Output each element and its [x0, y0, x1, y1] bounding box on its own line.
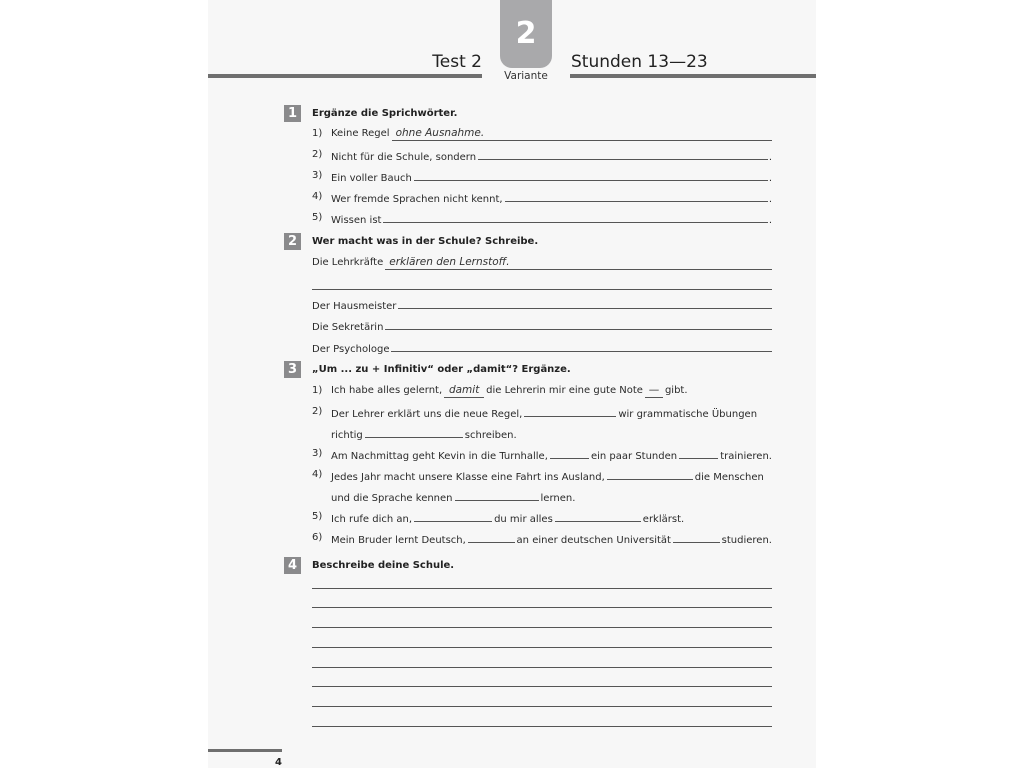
task-3-item-2-cont: [312, 425, 772, 441]
answer-field[interactable]: erklären den Lernstoff.: [385, 256, 772, 270]
item-text: studieren.: [721, 535, 772, 546]
item-text: Ich rufe dich an,: [331, 514, 413, 525]
answer-field[interactable]: [468, 530, 515, 543]
answer-field[interactable]: [391, 339, 772, 352]
worksheet-page: [208, 0, 816, 768]
writing-line[interactable]: [312, 726, 772, 727]
task-3-item-4-cont: [312, 488, 772, 504]
answer-field[interactable]: [505, 189, 768, 202]
test-label: Test 2: [432, 52, 482, 72]
item-text: Am Nachmittag geht Kevin in die Turnhalle,: [331, 451, 548, 462]
writing-line[interactable]: [312, 667, 772, 668]
task-3-title: „Um ... zu + Infinitiv“ oder „damit“? Ergänze.: [312, 364, 571, 375]
item-text: Keine Regel: [331, 128, 390, 139]
answer-field[interactable]: [478, 147, 768, 160]
item-number: 4): [312, 469, 323, 480]
end-mark: .: [768, 152, 772, 163]
answer-field[interactable]: [550, 446, 589, 459]
item-text: erklärst.: [642, 514, 685, 525]
answer-field[interactable]: [607, 467, 693, 480]
writing-line[interactable]: [312, 706, 772, 707]
item-text: Nicht für die Schule, sondern: [331, 152, 477, 163]
item-text: trainieren.: [720, 451, 772, 462]
end-mark: .: [768, 215, 772, 226]
task-4-title: Beschreibe deine Schule.: [312, 560, 455, 571]
task-2-row-1: [312, 296, 772, 312]
end-mark: .: [768, 173, 772, 184]
item-text: und die Sprache kennen: [331, 493, 453, 504]
task-2-row-2: [312, 317, 772, 333]
writing-line[interactable]: [312, 627, 772, 628]
task-3-item-5: [312, 509, 772, 525]
task-3-number: 3: [284, 361, 301, 378]
task-2-number: 2: [284, 233, 301, 250]
item-text: du mir alles: [494, 514, 553, 525]
answer-field[interactable]: [385, 317, 772, 330]
item-text: ein paar Stunden: [590, 451, 678, 462]
subject-label: Die Lehrkräfte: [312, 257, 384, 268]
task-2-example: [312, 255, 772, 271]
item-text: Der Lehrer erklärt uns die neue Regel,: [331, 409, 523, 420]
answer-field[interactable]: [414, 509, 492, 522]
item-number: 5): [312, 511, 323, 522]
hours-label: Stunden 13—23: [571, 52, 708, 72]
answer-field[interactable]: [365, 425, 463, 438]
task-3-item-3: [312, 446, 772, 462]
answer-field[interactable]: [555, 509, 641, 522]
item-text: wir grammatische Übungen: [618, 409, 758, 420]
task-1-item-4: [312, 189, 772, 205]
task-1-item-3: [312, 168, 772, 184]
header-rule-left: [208, 74, 482, 78]
task-2-row-3: [312, 339, 772, 355]
variant-number: 2: [515, 16, 537, 51]
task-3-item-2: [312, 404, 772, 420]
item-text: die Menschen: [694, 472, 764, 483]
task-4-number: 4: [284, 557, 301, 574]
item-text: lernen.: [540, 493, 576, 504]
item-text: Mein Bruder lernt Deutsch,: [331, 535, 466, 546]
writing-line[interactable]: [312, 588, 772, 589]
item-text: Ich habe alles gelernt,: [331, 385, 443, 396]
variant-label: Variante: [504, 70, 548, 82]
answer-field[interactable]: [455, 488, 539, 501]
task-3-item-6: [312, 530, 772, 546]
item-text: Wer fremde Sprachen nicht kennt,: [331, 194, 503, 205]
subject-label: Der Psychologe: [312, 344, 390, 355]
item-text: gibt.: [664, 385, 688, 396]
task-1-item-2: [312, 147, 772, 163]
header-rule-right: [570, 74, 816, 78]
item-number: 5): [312, 212, 323, 223]
item-text: richtig: [331, 430, 363, 441]
item-text: an einer deutschen Universität: [516, 535, 671, 546]
task-2-title: Wer macht was in der Schule? Schreibe.: [312, 236, 539, 247]
writing-line[interactable]: [312, 607, 772, 608]
item-number: 1): [312, 128, 323, 139]
footer-rule: [208, 749, 282, 752]
task-3-item-4: [312, 467, 772, 483]
item-number: 3): [312, 448, 323, 459]
task-3-item-1: [312, 383, 772, 399]
task-1-item-5: [312, 210, 772, 226]
item-number: 3): [312, 170, 323, 181]
task-1-title: Ergänze die Sprichwörter.: [312, 108, 458, 119]
subject-label: Der Hausmeister: [312, 301, 397, 312]
writing-line[interactable]: [312, 289, 772, 290]
answer-field[interactable]: [679, 446, 718, 459]
task-1-item-1: [312, 126, 772, 142]
item-text: Ein voller Bauch: [331, 173, 412, 184]
subject-label: Die Sekretärin: [312, 322, 384, 333]
item-number: 1): [312, 385, 323, 396]
item-text: Jedes Jahr macht unsere Klasse eine Fahrt ins Ausland,: [331, 472, 605, 483]
item-text: schreiben.: [464, 430, 517, 441]
item-number: 2): [312, 406, 323, 417]
answer-field[interactable]: —: [645, 384, 663, 398]
writing-line[interactable]: [312, 686, 772, 687]
answer-field[interactable]: ohne Ausnahme.: [392, 127, 772, 141]
answer-field[interactable]: [524, 404, 616, 417]
task-1-number: 1: [284, 105, 301, 122]
answer-field[interactable]: [414, 168, 768, 181]
item-text: die Lehrerin mir eine gute Note: [486, 385, 643, 396]
item-text: Wissen ist: [331, 215, 382, 226]
answer-field[interactable]: [398, 296, 772, 309]
item-number: 2): [312, 149, 323, 160]
writing-line[interactable]: [312, 647, 772, 648]
item-number: 6): [312, 532, 323, 543]
answer-field[interactable]: damit: [444, 384, 484, 398]
item-number: 4): [312, 191, 323, 202]
page-number: 4: [275, 757, 282, 768]
variant-tab: [500, 0, 552, 68]
answer-field[interactable]: [383, 210, 767, 223]
answer-field[interactable]: [673, 530, 720, 543]
end-mark: .: [768, 194, 772, 205]
